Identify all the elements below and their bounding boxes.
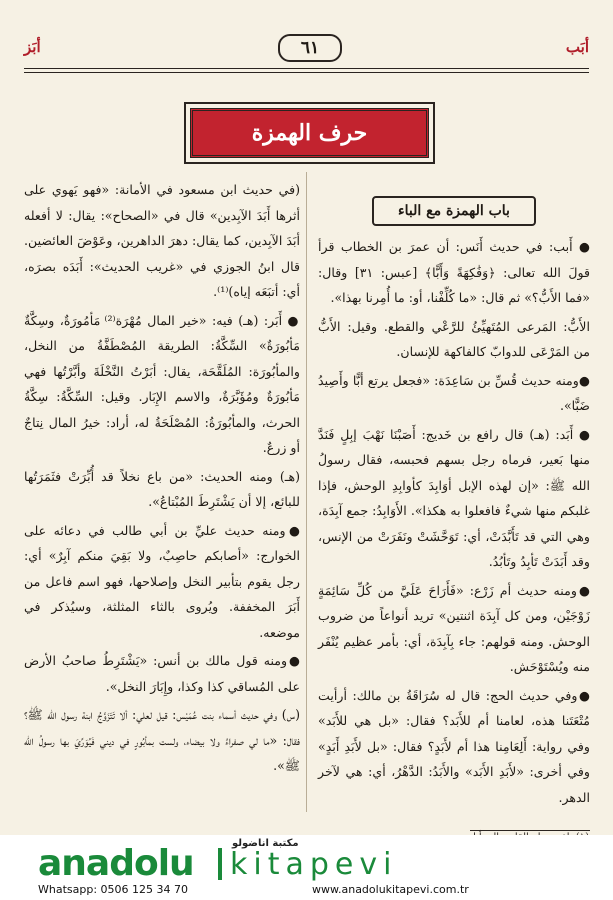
left-paragraph: (س) وفي حديث أسماء بنت عُمَيْس: قيل لعلي: ألا تَتَزَوَّجُ ابنة رسول الله ﷺ؟ فقال: «ما لي صفراءُ ولا بيضاء، ولست بمأبُورٍ في ديني فَيُوَرِّيَ بها رسولُ الله ﷺ». — [24, 707, 300, 773]
header-rule — [24, 68, 589, 69]
banner-phone: Whatsapp: 0506 125 34 70 — [38, 883, 189, 896]
right-paragraph: ●وفي حديث الحج: قال له سُرَاقَةُ بن مالك: أرأيت مُتْعَتَنا هذه، لعامنا أم للأَبَد؟ فقال: «بل هي للأَبَد» وفي رواية: أَلِعَامِنا هذا أم لأَبَدٍ؟ فقال: «بل لأَبَدِ أَبَدٍ» وفي أخرى: «لأَبَدِ الأَبَد» والأَبَدُ: الدَّهْرُ، أي: هي لآخر الدهر. — [318, 687, 590, 805]
right-paragraph: ● أَبَد: (هـ) قال رافع بن خَديج: أَصَبْنَا نَهْبَ إبِلٍ فَنَدَّ منها بَعير، فرماه رجل بسهم فحبسه، فقال رسولُ الله ﷺ: «إن لهذه الإبل أوَابِدَ كأوابِدِ الوحش، فإذا غلبكم منها شيءٌ فافعلوا به هكذا». الأَوَابِدُ: جمع آبِدَة، وهي التي قد تَأَبَّدَتْ، أي: تَوَحَّشَتْ ونَفَرَتْ من الإنس، وقد أَبَدَتْ تَأبِدُ وتَأبُدُ. — [318, 426, 590, 569]
left-paragraph: (هـ) ومنه الحديث: «من باع نخلاً قد أُبِّرَتْ فثَمَرَتُها للبائع، إلا أن يَشْتَرِطَ المُبْتاعُ». — [24, 468, 300, 509]
banner-arabic-name: مكتبة اناضولو — [232, 838, 299, 849]
page-number: ٦١ — [278, 34, 342, 62]
banner-word-left: anadolu — [38, 843, 194, 884]
right-paragraph: ● أَبب: في حديث أَنَس: أن عمرَ بن الخطاب قرأ قولَ الله تعالى: ﴿وَفَٰكِهَةً وَأَبًّا﴾ [عبس: ٣١] وقال: «فما الأَبُّ؟» ثم قال: «ما كُلِّفْنا، أو: ما أُمِرنا بهذا». — [318, 239, 590, 305]
left-paragraph: (في حديث ابن مسعود في الأمانة: «فهو يَهوي على أثرها أَبَدَ الآبِدين» قال في «الصحاح»: يقال: لا أفعله أبَدَ الآبِدين، كما يقال: دهرَ الداهرين، وعَوْضَ العائضين. قال ابنُ الجوزي في «غريب الحديث»: أَبَدَه بصرَه، أي: أتبَعَه إياه)⁽¹⁾. — [24, 182, 300, 299]
banner-website: www.anadolukitapevi.com.tr — [312, 883, 469, 896]
header-rule-thin — [24, 72, 589, 73]
right-paragraph: ●ومنه حديث قُسِّ بن سَاعِدَة: «فجعل يرتع أبًّا وأَصِيدُ ضَبًّا». — [318, 372, 590, 413]
left-paragraph: ●ومنه قول مالك بن أنس: «يَشْتَرِطُ صاحبُ الأرض على المُساقي كذا وكذا، وإِبَارَ النخل». — [24, 653, 300, 694]
left-paragraph: ●ومنه حديث عليِّ بن أبي طالب في دعائه على الخوارج: «أصابكم حاصِبٌ، ولا بَقِيَ منكم آبِرٌ» أي: رجل يقوم بتأبير النخل وإصلاحها، فهو اسم فاعل من أَبَرَ المخففة. ويُروى بالثاء المثلثة، وسيُذكر في موضعه. — [24, 522, 300, 640]
right-column — [318, 196, 590, 813]
header-left-word: أبَز — [24, 38, 41, 56]
header-right-word: أبَب — [565, 38, 589, 56]
footnote-rule — [470, 830, 590, 831]
right-paragraph: ●ومنه حديث أم زَرْع: «فَأَرَاحَ عَلَيَّ من كُلِّ سَائِمَةٍ زَوْجَيْن، ومن كل آبِدَة اثنتين» تريد أنواعاً من ضروب الوحش. ومنه قولهم: جاء بِآبِدَة، أي: بأمر عظيم يُنْفَر منه ويُسْتَوْحَش. — [318, 582, 590, 674]
left-paragraph: ● أَبَر: (هـ) فيه: «خير المال مُهْرَة⁽²⁾ مَأمُورَةٌ، وسِكَّةٌ مَأبُورَةٌ» السِّكَّةُ: الطريقة المُصْطَفَّةُ من النخل، والمأبُورَة: المُلَقَّحَة، يقال: أبَرْتُ النَّخْلَةَ وأبَّرْتُها فهي مَأبُورَةٌ ومُؤَبَّرَةٌ، والاسم الإِبَار. وقيل: السِّكَّةُ: سِكَّةُ الحرث، والمأبُورَةُ: المُصْلَحَةُ له، أراد: خيرُ المال نِتاجٌ أو زرعٌ. — [24, 312, 300, 455]
left-column — [24, 177, 300, 782]
column-divider — [306, 172, 307, 812]
section-title: باب الهمزة مع الباء — [372, 196, 536, 226]
banner-word-right: kitapevi — [230, 847, 398, 882]
chapter-title: حرف الهمزة — [190, 108, 429, 158]
right-paragraph: الأَبُّ: المَرعى المُتَهيِّئُ للرَّعْي والقطع. وقيل: الأَبُّ من المَرْعَى للدوابّ كالفاكهة للإنسان. — [318, 318, 590, 359]
banner-separator-bar — [218, 848, 222, 880]
